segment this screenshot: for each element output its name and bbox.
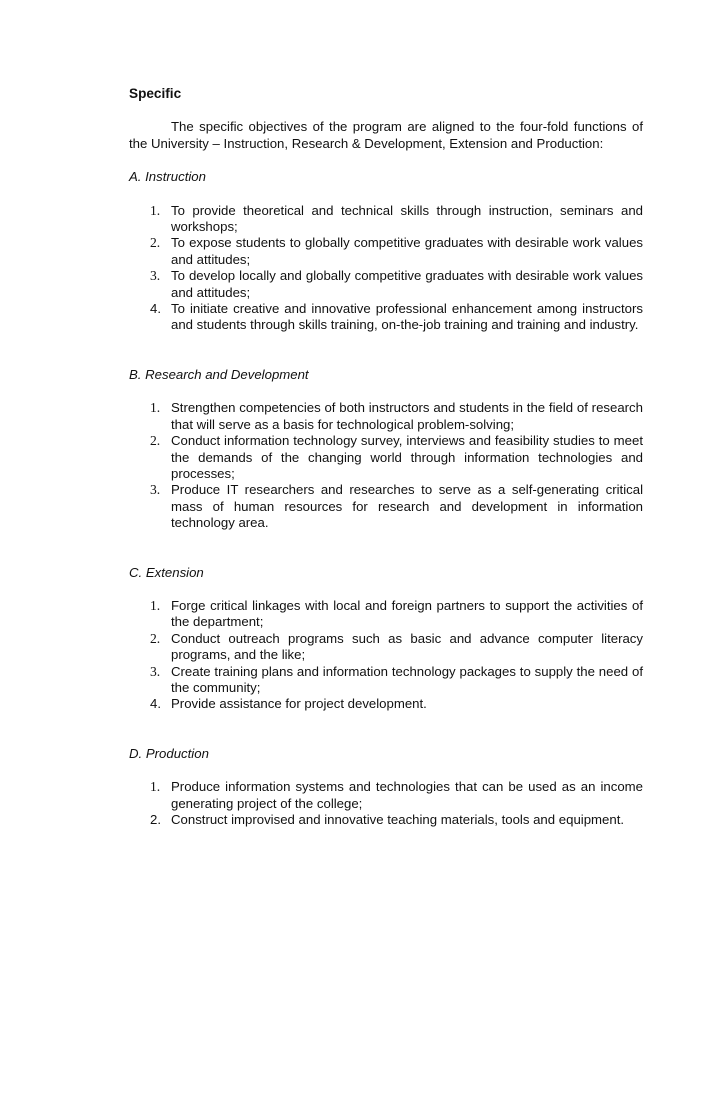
list-text: To provide theoretical and technical skills through instruction, seminars and workshops; [171,202,643,235]
list-item [129,203,643,236]
document-heading: Specific [129,86,182,101]
section-title: A. Instruction [129,169,206,185]
list-text: Forge critical linkages with local and foreign partners to support the activities of the department; [171,597,643,630]
section-extension [129,565,643,713]
list-item [129,268,643,301]
list-text: Provide assistance for project development. [171,696,427,712]
list-item [129,235,643,268]
intro-paragraph: The specific objectives of the program are aligned to the four-fold functions of the University – Instruction, Research & Development, Extension and Production: [129,119,643,151]
list-number: 3. [150,268,161,284]
list-number: 2. [150,812,161,827]
list-text: Produce IT researchers and researches to serve as a self-generating critical mass of human resources for research and development in information technology area. [171,482,643,531]
list-item [129,482,643,531]
list-item [129,664,643,697]
list-number: 1. [150,202,161,218]
list-number: 1. [150,779,161,795]
document-page [129,86,643,828]
list-item [129,598,643,631]
list-text: Conduct outreach programs such as basic and advance computer literacy programs, and the like; [171,630,643,663]
objective-list [129,779,643,828]
spacer [129,152,643,169]
list-text: Produce information systems and technologies that can be used as an income generating project of the college; [171,779,643,811]
spacer [129,713,643,746]
list-item [129,631,643,664]
list-text: Construct improvised and innovative teaching materials, tools and equipment. [171,812,625,827]
list-number: 2. [150,433,161,449]
spacer [129,334,643,367]
list-number: 1. [150,597,161,613]
section-title: C. Extension [129,564,204,580]
objective-list [129,203,643,334]
list-number: 1. [150,400,161,416]
section-title: D. Production [129,745,209,761]
list-item [129,779,643,812]
objective-list [129,598,643,713]
list-text: To expose students to globally competitive graduates with desirable work values and attitudes; [171,235,643,267]
list-text: To develop locally and globally competitive graduates with desirable work values and attitudes; [171,268,643,300]
spacer [129,532,643,565]
list-number: 4. [150,301,161,317]
section-instruction [129,169,643,334]
list-item [129,400,643,433]
list-number: 4. [150,696,161,712]
list-text: Create training plans and information technology packages to supply the need of the community; [171,663,643,695]
list-text: To initiate creative and innovative professional enhancement among instructors and students through skills training, on-the-job training and training and industry. [171,301,643,333]
list-item [129,696,643,712]
section-research-development [129,367,643,532]
list-text: Strengthen competencies of both instructors and students in the field of research that will serve as a basis for technological problem-solving; [171,400,643,432]
list-item [129,812,643,828]
objective-list [129,400,643,531]
list-number: 2. [150,630,161,646]
section-production [129,746,643,829]
list-number: 2. [150,235,161,251]
list-number: 3. [150,482,161,498]
section-title: B. Research and Development [129,366,309,382]
list-item [129,301,643,334]
list-text: Conduct information technology survey, interviews and feasibility studies to meet the demands of the changing world through information technologies and processes; [171,433,643,481]
list-item [129,433,643,482]
list-number: 3. [150,663,161,679]
